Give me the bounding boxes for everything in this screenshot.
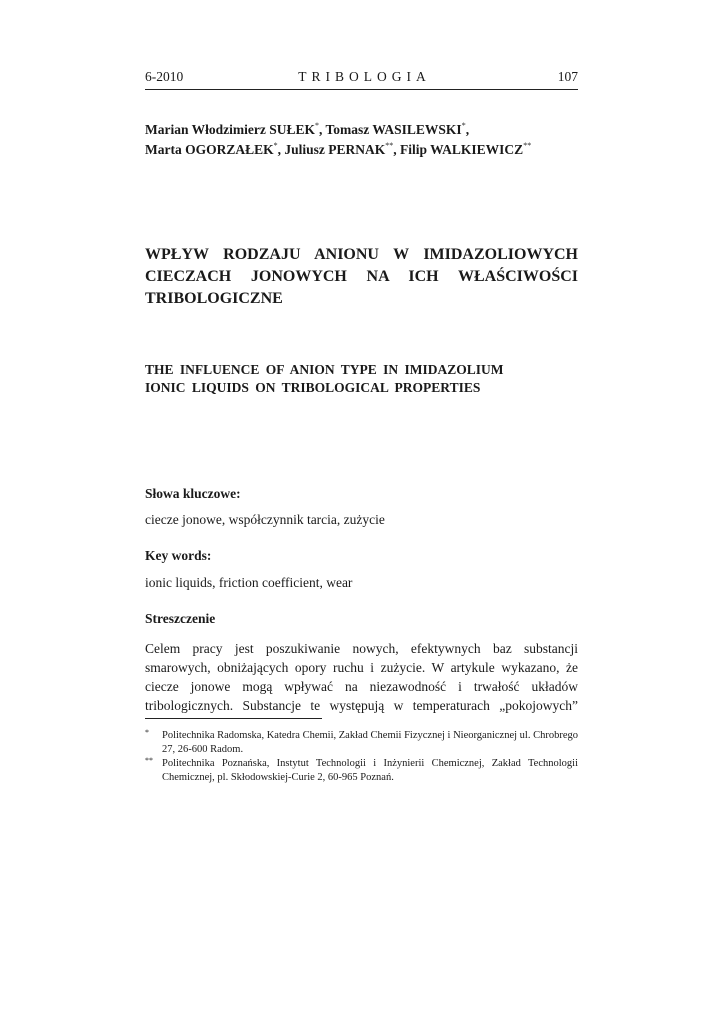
affiliation-mark: ** <box>385 141 394 150</box>
affiliation-mark: * <box>461 121 466 130</box>
keywords-en-heading: Key words: <box>145 548 212 563</box>
affiliation-mark: * <box>315 121 319 130</box>
author-name: , Tomasz WASILEWSKI <box>319 122 462 137</box>
author-name: , Filip WALKIEWICZ <box>393 142 524 157</box>
keywords-pl-heading: Słowa kluczowe: <box>145 486 241 501</box>
author-name: Marta OGORZAŁEK <box>145 142 274 157</box>
title-polish: WPŁYW RODZAJU ANIONU W IMIDAZOLIOWYCH CIECZACH JONOWYCH NA ICH WŁAŚCIWOŚCI TRIBOLOGICZNE <box>145 246 578 307</box>
abstract-text: Celem pracy jest poszukiwanie nowych, efektywnych baz substancji smarowych, obniżających opory ruchu i zużycie. W artykule wykazano, że ciecze jonowe mogą wpływać na niezawodność i trwałość układów tribologicznych. Substancje te występują w temperaturach „pokojowych” <box>145 641 578 713</box>
author-name: Marian Włodzimierz SUŁEK <box>145 122 315 137</box>
author-separator: , <box>465 122 470 137</box>
affiliation-mark: ** <box>523 141 532 150</box>
header-divider <box>145 89 578 90</box>
footnote-text: Politechnika Radomska, Katedra Chemii, Zakład Chemii Fizycznej i Nieorganicznej ul. Chrobrego 27, 26-600 Radom. <box>162 730 578 755</box>
footnote-divider <box>145 718 322 719</box>
footnote-mark: ** <box>145 756 153 765</box>
footnote <box>145 729 578 757</box>
footnote-mark: * <box>145 728 149 737</box>
page-number: 107 <box>557 69 578 84</box>
footnotes <box>145 729 578 785</box>
abstract-heading: Streszczenie <box>145 611 216 626</box>
keywords-en-text: ionic liquids, friction coefficient, wear <box>145 575 353 590</box>
journal-name: TRIBOLOGIA <box>298 69 431 84</box>
issue-number: 6-2010 <box>145 69 184 84</box>
footnote <box>145 757 578 785</box>
affiliation-mark: * <box>273 141 278 150</box>
keywords-pl-text: ciecze jonowe, współczynnik tarcia, zużycie <box>145 512 385 527</box>
author-name: , Juliusz PERNAK <box>277 142 386 157</box>
author-list <box>145 120 578 160</box>
footnote-text: Politechnika Poznańska, Instytut Technologii i Inżynierii Chemicznej, Zakład Technologii Chemicznej, pl. Skłodowskiej-Curie 2, 60-965 Poznań. <box>162 758 578 783</box>
title-english: THE INFLUENCE OF ANION TYPE IN IMIDAZOLIUM IONIC LIQUIDS ON TRIBOLOGICAL PROPERTIES <box>145 362 504 395</box>
